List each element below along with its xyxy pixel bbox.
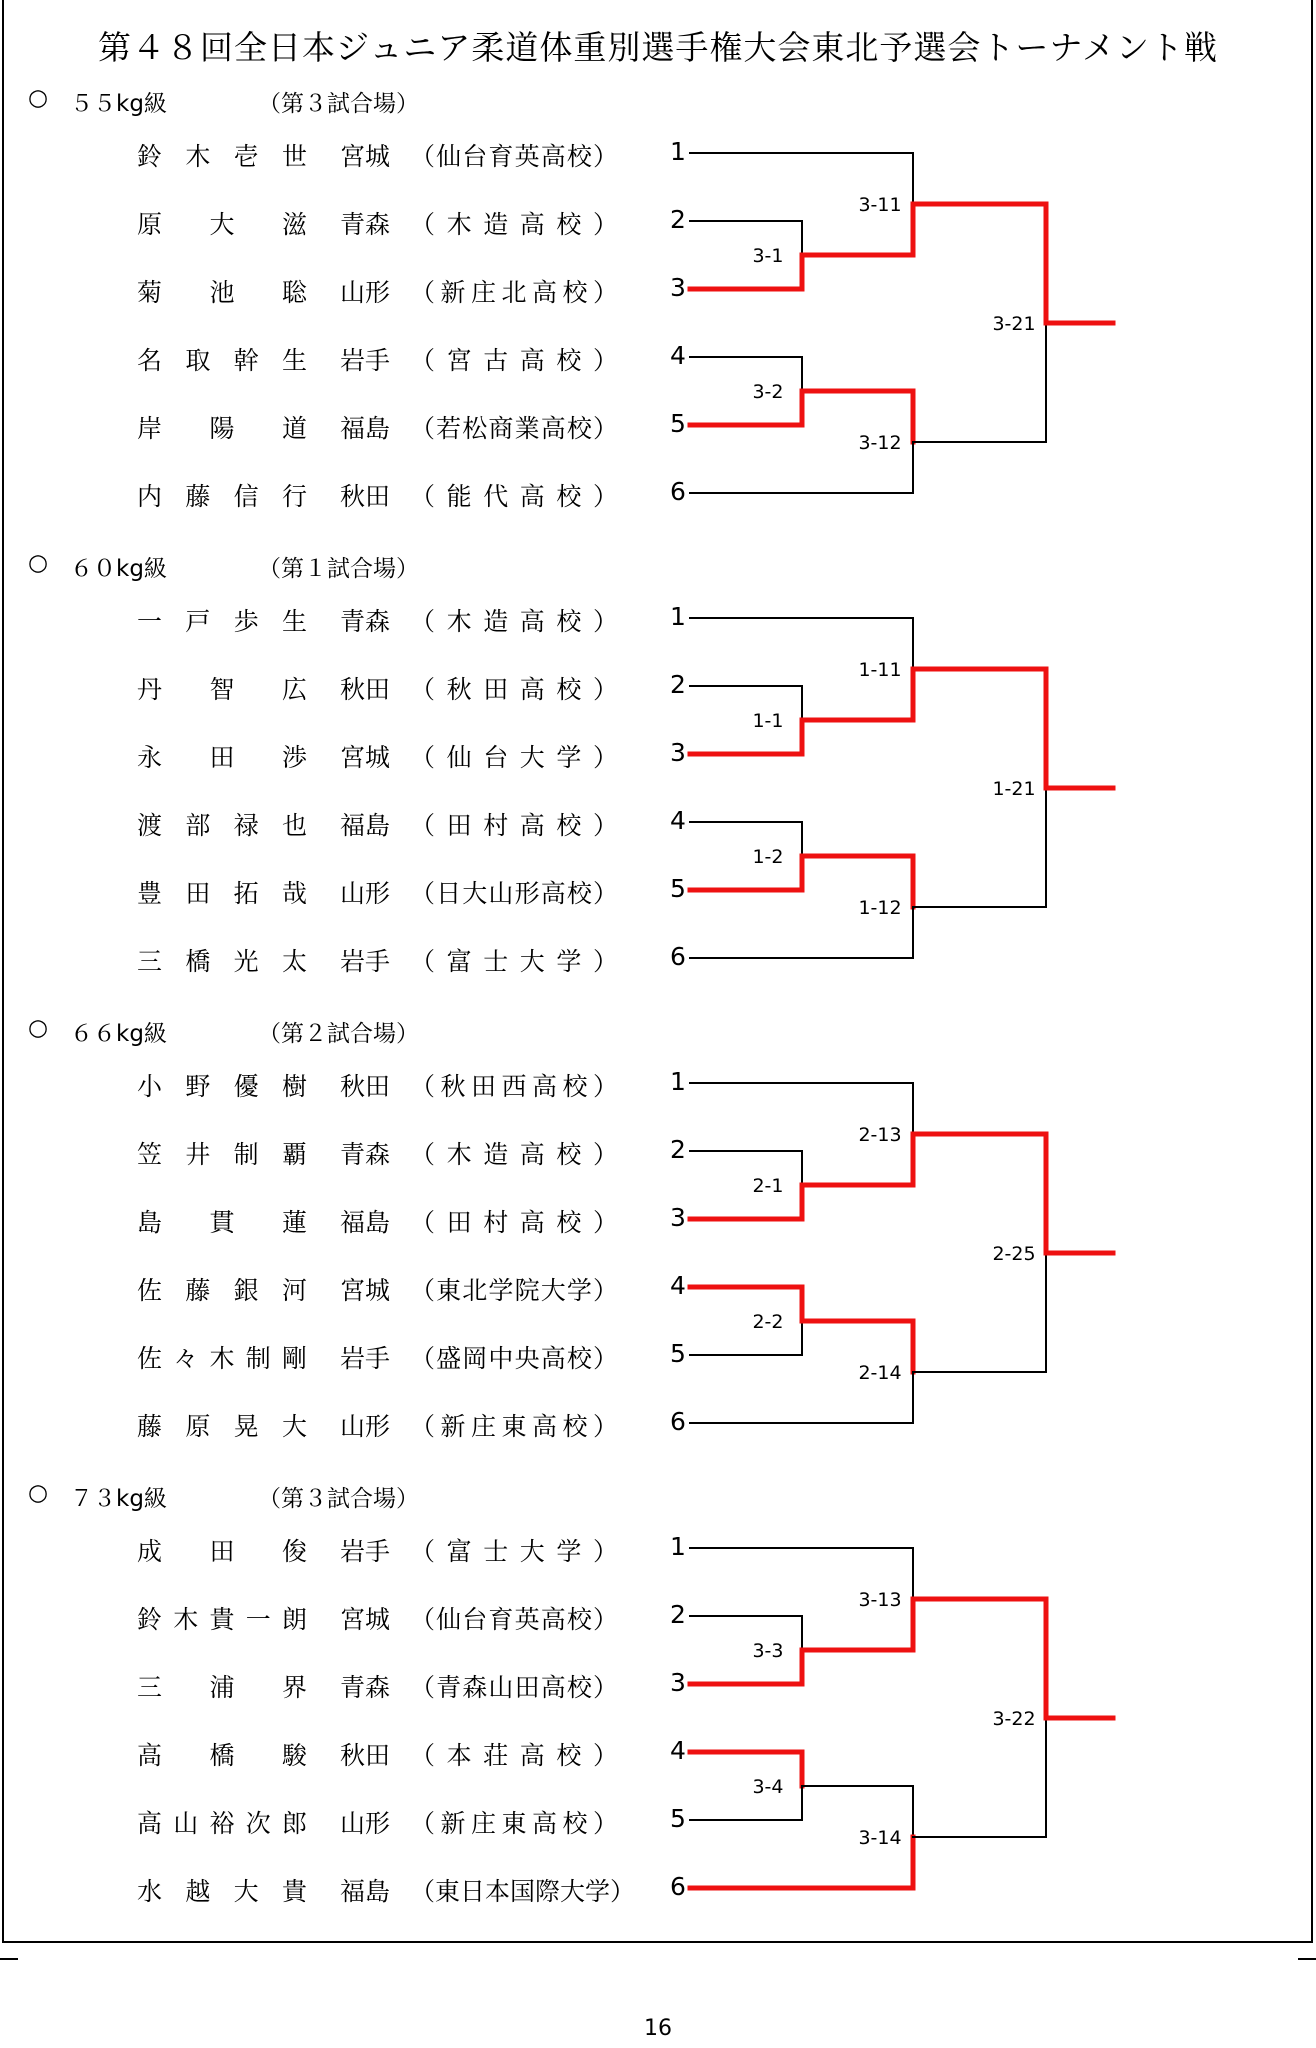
margin-tick-right [1298,1958,1316,1960]
seed-number: 4 [670,1736,686,1765]
school-name: （田村高校） [410,1208,618,1237]
match-label: 1-1 [752,710,784,732]
prefecture: 山形 [340,1809,391,1838]
prefecture: 岩手 [340,1344,391,1373]
prefecture: 福島 [340,414,391,443]
school-name: （仙台育英高校） [410,142,618,171]
prefecture: 岩手 [340,346,391,375]
prefecture: 秋田 [340,1741,391,1770]
school-name: （新庄東高校） [410,1809,618,1838]
competitor-name: 島貫蓮 [137,1208,307,1237]
prefecture: 山形 [340,1412,391,1441]
match-label: 3-22 [992,1708,1036,1730]
tournament-bracket [0,1015,1316,1480]
competitor-name: 渡部禄也 [137,811,307,840]
seed-number: 5 [670,409,686,438]
match-label: 3-2 [752,381,784,403]
match-label: 1-2 [752,846,784,868]
match-label: 3-21 [992,313,1036,335]
competitor-name: 名取幹生 [137,346,307,375]
match-label: 1-12 [858,897,902,919]
competitor-name: 水越大貴 [137,1877,307,1906]
school-name: （本荘高校） [410,1741,618,1770]
tournament-bracket [0,1480,1316,1945]
margin-tick-left [0,1958,18,1960]
competitor-name: 鈴木壱世 [137,142,307,171]
match-label: 2-13 [858,1124,902,1146]
match-label: 3-4 [752,1776,784,1798]
seed-number: 6 [670,942,686,971]
competitor-name: 佐藤銀河 [137,1276,307,1305]
weight-class-section [0,1480,1316,1945]
weight-class-label: ６６kg級 [70,1021,167,1047]
weight-class-label: ５５kg級 [70,91,167,117]
match-label: 2-25 [992,1243,1036,1265]
match-label: 1-21 [992,778,1036,800]
competitor-name: 三浦界 [137,1673,307,1702]
venue-label: （第２試合場） [258,1021,419,1047]
seed-number: 2 [670,1600,686,1629]
school-name: （秋田高校） [410,675,618,704]
match-label: 2-14 [858,1362,902,1384]
seed-number: 5 [670,874,686,903]
prefecture: 秋田 [340,1072,391,1101]
weight-class-section [0,85,1316,550]
seed-number: 2 [670,205,686,234]
seed-number: 5 [670,1339,686,1368]
seed-number: 2 [670,670,686,699]
weight-class-label: ６０kg級 [70,556,167,582]
prefecture: 山形 [340,879,391,908]
weight-class-section [0,1015,1316,1480]
seed-number: 3 [670,273,686,302]
match-label: 3-11 [858,194,902,216]
prefecture: 宮城 [340,142,391,171]
competitor-name: 菊池聡 [137,278,307,307]
seed-number: 1 [670,1532,686,1561]
school-name: （若松商業高校） [410,414,618,443]
page-number: 16 [644,2016,672,2041]
competitor-name: 岸陽道 [137,414,307,443]
page-title: 第４８回全日本ジュニア柔道体重別選手権大会東北予選会トーナメント戦 [97,28,1219,67]
venue-label: （第３試合場） [258,1486,419,1512]
match-label: 3-14 [858,1827,902,1849]
school-name: （木造高校） [410,1140,618,1169]
school-name: （秋田西高校） [410,1072,618,1101]
prefecture: 岩手 [340,1537,391,1566]
circle-marker: ○ [28,85,49,111]
competitor-name: 内藤信行 [137,482,307,511]
school-name: （富士大学） [410,1537,618,1566]
match-label: 1-11 [858,659,902,681]
venue-label: （第１試合場） [258,556,419,582]
match-label: 3-13 [858,1589,902,1611]
prefecture: 山形 [340,278,391,307]
weight-class-section [0,550,1316,1015]
prefecture: 宮城 [340,1276,391,1305]
match-label: 3-12 [858,432,902,454]
seed-number: 6 [670,477,686,506]
seed-number: 4 [670,806,686,835]
prefecture: 福島 [340,811,391,840]
seed-number: 4 [670,1271,686,1300]
match-label: 2-1 [752,1175,784,1197]
competitor-name: 笠井制覇 [137,1140,307,1169]
competitor-name: 高橋駿 [137,1741,307,1770]
prefecture: 青森 [340,210,391,239]
prefecture: 岩手 [340,947,391,976]
prefecture: 宮城 [340,743,391,772]
competitor-name: 藤原晃大 [137,1412,307,1441]
seed-number: 1 [670,1067,686,1096]
school-name: （新庄北高校） [410,278,618,307]
seed-number: 6 [670,1872,686,1901]
school-name: （仙台育英高校） [410,1605,618,1634]
match-label: 2-2 [752,1311,784,1333]
competitor-name: 原大滋 [137,210,307,239]
seed-number: 2 [670,1135,686,1164]
competitor-name: 一戸歩生 [137,607,307,636]
school-name: （日大山形高校） [410,879,618,908]
competitor-name: 佐々木制剛 [137,1344,307,1373]
school-name: （新庄東高校） [410,1412,618,1441]
seed-number: 3 [670,1668,686,1697]
school-name: （宮古高校） [410,346,618,375]
tournament-bracket [0,85,1316,550]
competitor-name: 丹智広 [137,675,307,704]
prefecture: 青森 [340,607,391,636]
seed-number: 4 [670,341,686,370]
school-name: （富士大学） [410,947,618,976]
prefecture: 秋田 [340,482,391,511]
prefecture: 秋田 [340,675,391,704]
seed-number: 1 [670,602,686,631]
competitor-name: 小野優樹 [137,1072,307,1101]
school-name: （東日本国際大学） [410,1877,636,1906]
school-name: （仙台大学） [410,743,618,772]
school-name: （盛岡中央高校） [410,1344,618,1373]
circle-marker: ○ [28,1015,49,1041]
seed-number: 3 [670,738,686,767]
seed-number: 6 [670,1407,686,1436]
competitor-name: 鈴木貴一朗 [137,1605,307,1634]
match-label: 3-3 [752,1640,784,1662]
match-label: 3-1 [752,245,784,267]
seed-number: 3 [670,1203,686,1232]
school-name: （能代高校） [410,482,618,511]
school-name: （東北学院大学） [410,1276,618,1305]
school-name: （田村高校） [410,811,618,840]
prefecture: 青森 [340,1673,391,1702]
competitor-name: 永田渉 [137,743,307,772]
prefecture: 宮城 [340,1605,391,1634]
school-name: （青森山田高校） [410,1673,618,1702]
school-name: （木造高校） [410,210,618,239]
seed-number: 5 [670,1804,686,1833]
school-name: （木造高校） [410,607,618,636]
competitor-name: 成田俊 [137,1537,307,1566]
circle-marker: ○ [28,1480,49,1506]
weight-class-label: ７３kg級 [70,1486,167,1512]
tournament-bracket [0,550,1316,1015]
competitor-name: 豊田拓哉 [137,879,307,908]
prefecture: 福島 [340,1208,391,1237]
competitor-name: 高山裕次郎 [137,1809,307,1838]
prefecture: 青森 [340,1140,391,1169]
circle-marker: ○ [28,550,49,576]
seed-number: 1 [670,137,686,166]
competitor-name: 三橋光太 [137,947,307,976]
venue-label: （第３試合場） [258,91,419,117]
prefecture: 福島 [340,1877,391,1906]
